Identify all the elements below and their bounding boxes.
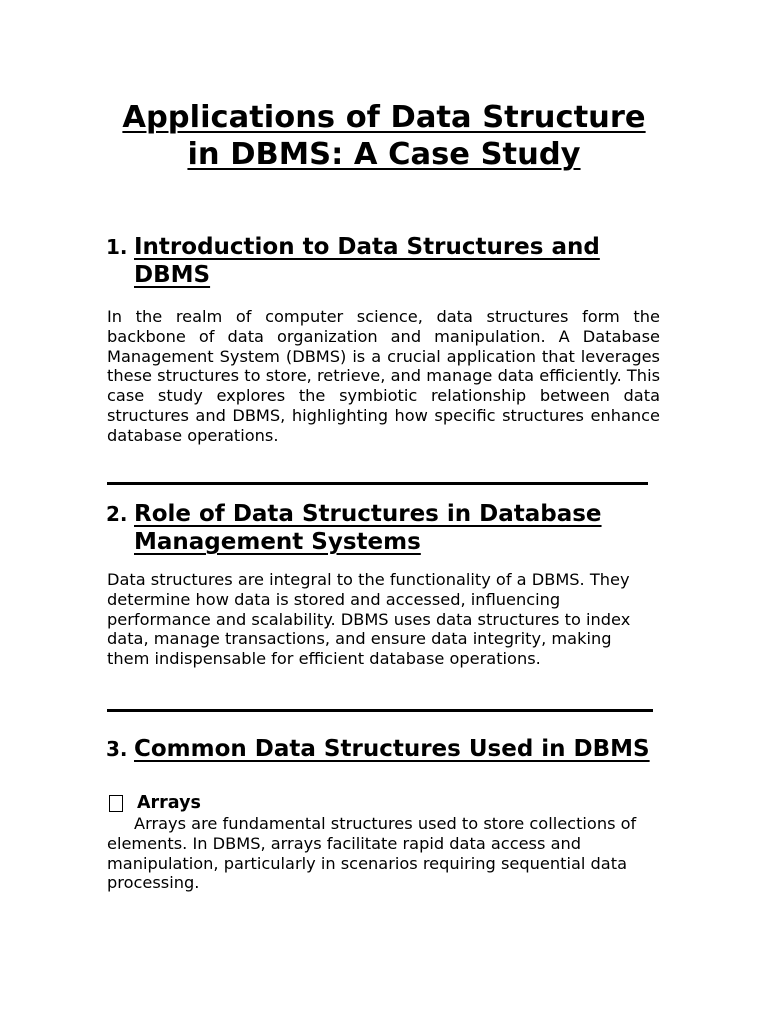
section-divider-1 — [107, 482, 648, 485]
section-3-heading — [106, 735, 666, 763]
section-1-title: Introduction to Data Structures and DBMS — [134, 234, 600, 288]
section-1-body: In the realm of computer science, data structures form the backbone of data organization and manipulation. A Database Management System (DBMS) is a crucial application that leverages these structures to store, retrieve, and manage data efficiently. This case study explores the symbiotic relationship between data structures and DBMS, highlighting how specific structures enhance database operations. — [107, 307, 660, 445]
arrays-subheading — [107, 792, 201, 814]
section-3-number: 3. — [106, 737, 128, 761]
section-1-number: 1. — [106, 235, 128, 259]
missing-glyph-box-icon — [109, 795, 123, 812]
arrays-body: Arrays are fundamental structures used to store collections of elements. In DBMS, arrays facilitate rapid data access and manipulation, particularly in scenarios requiring sequential data processing. — [107, 814, 637, 893]
document-title: Applications of Data Structure in DBMS: A Case Study — [122, 100, 646, 172]
section-2-title: Role of Data Structures in Database Management Systems — [134, 501, 602, 555]
section-1-heading — [106, 233, 666, 289]
section-divider-2 — [107, 709, 653, 712]
section-2-number: 2. — [106, 502, 128, 526]
section-2-heading — [106, 500, 666, 556]
arrays-label: Arrays — [137, 793, 201, 813]
section-2-body: Data structures are integral to the functionality of a DBMS. They determine how data is stored and accessed, influencing performance and scalability. DBMS uses data structures to index data, manage transactions, and ensure data integrity, making them indispensable for efficient database operations. — [107, 570, 631, 669]
section-3-title: Common Data Structures Used in DBMS — [134, 736, 650, 762]
